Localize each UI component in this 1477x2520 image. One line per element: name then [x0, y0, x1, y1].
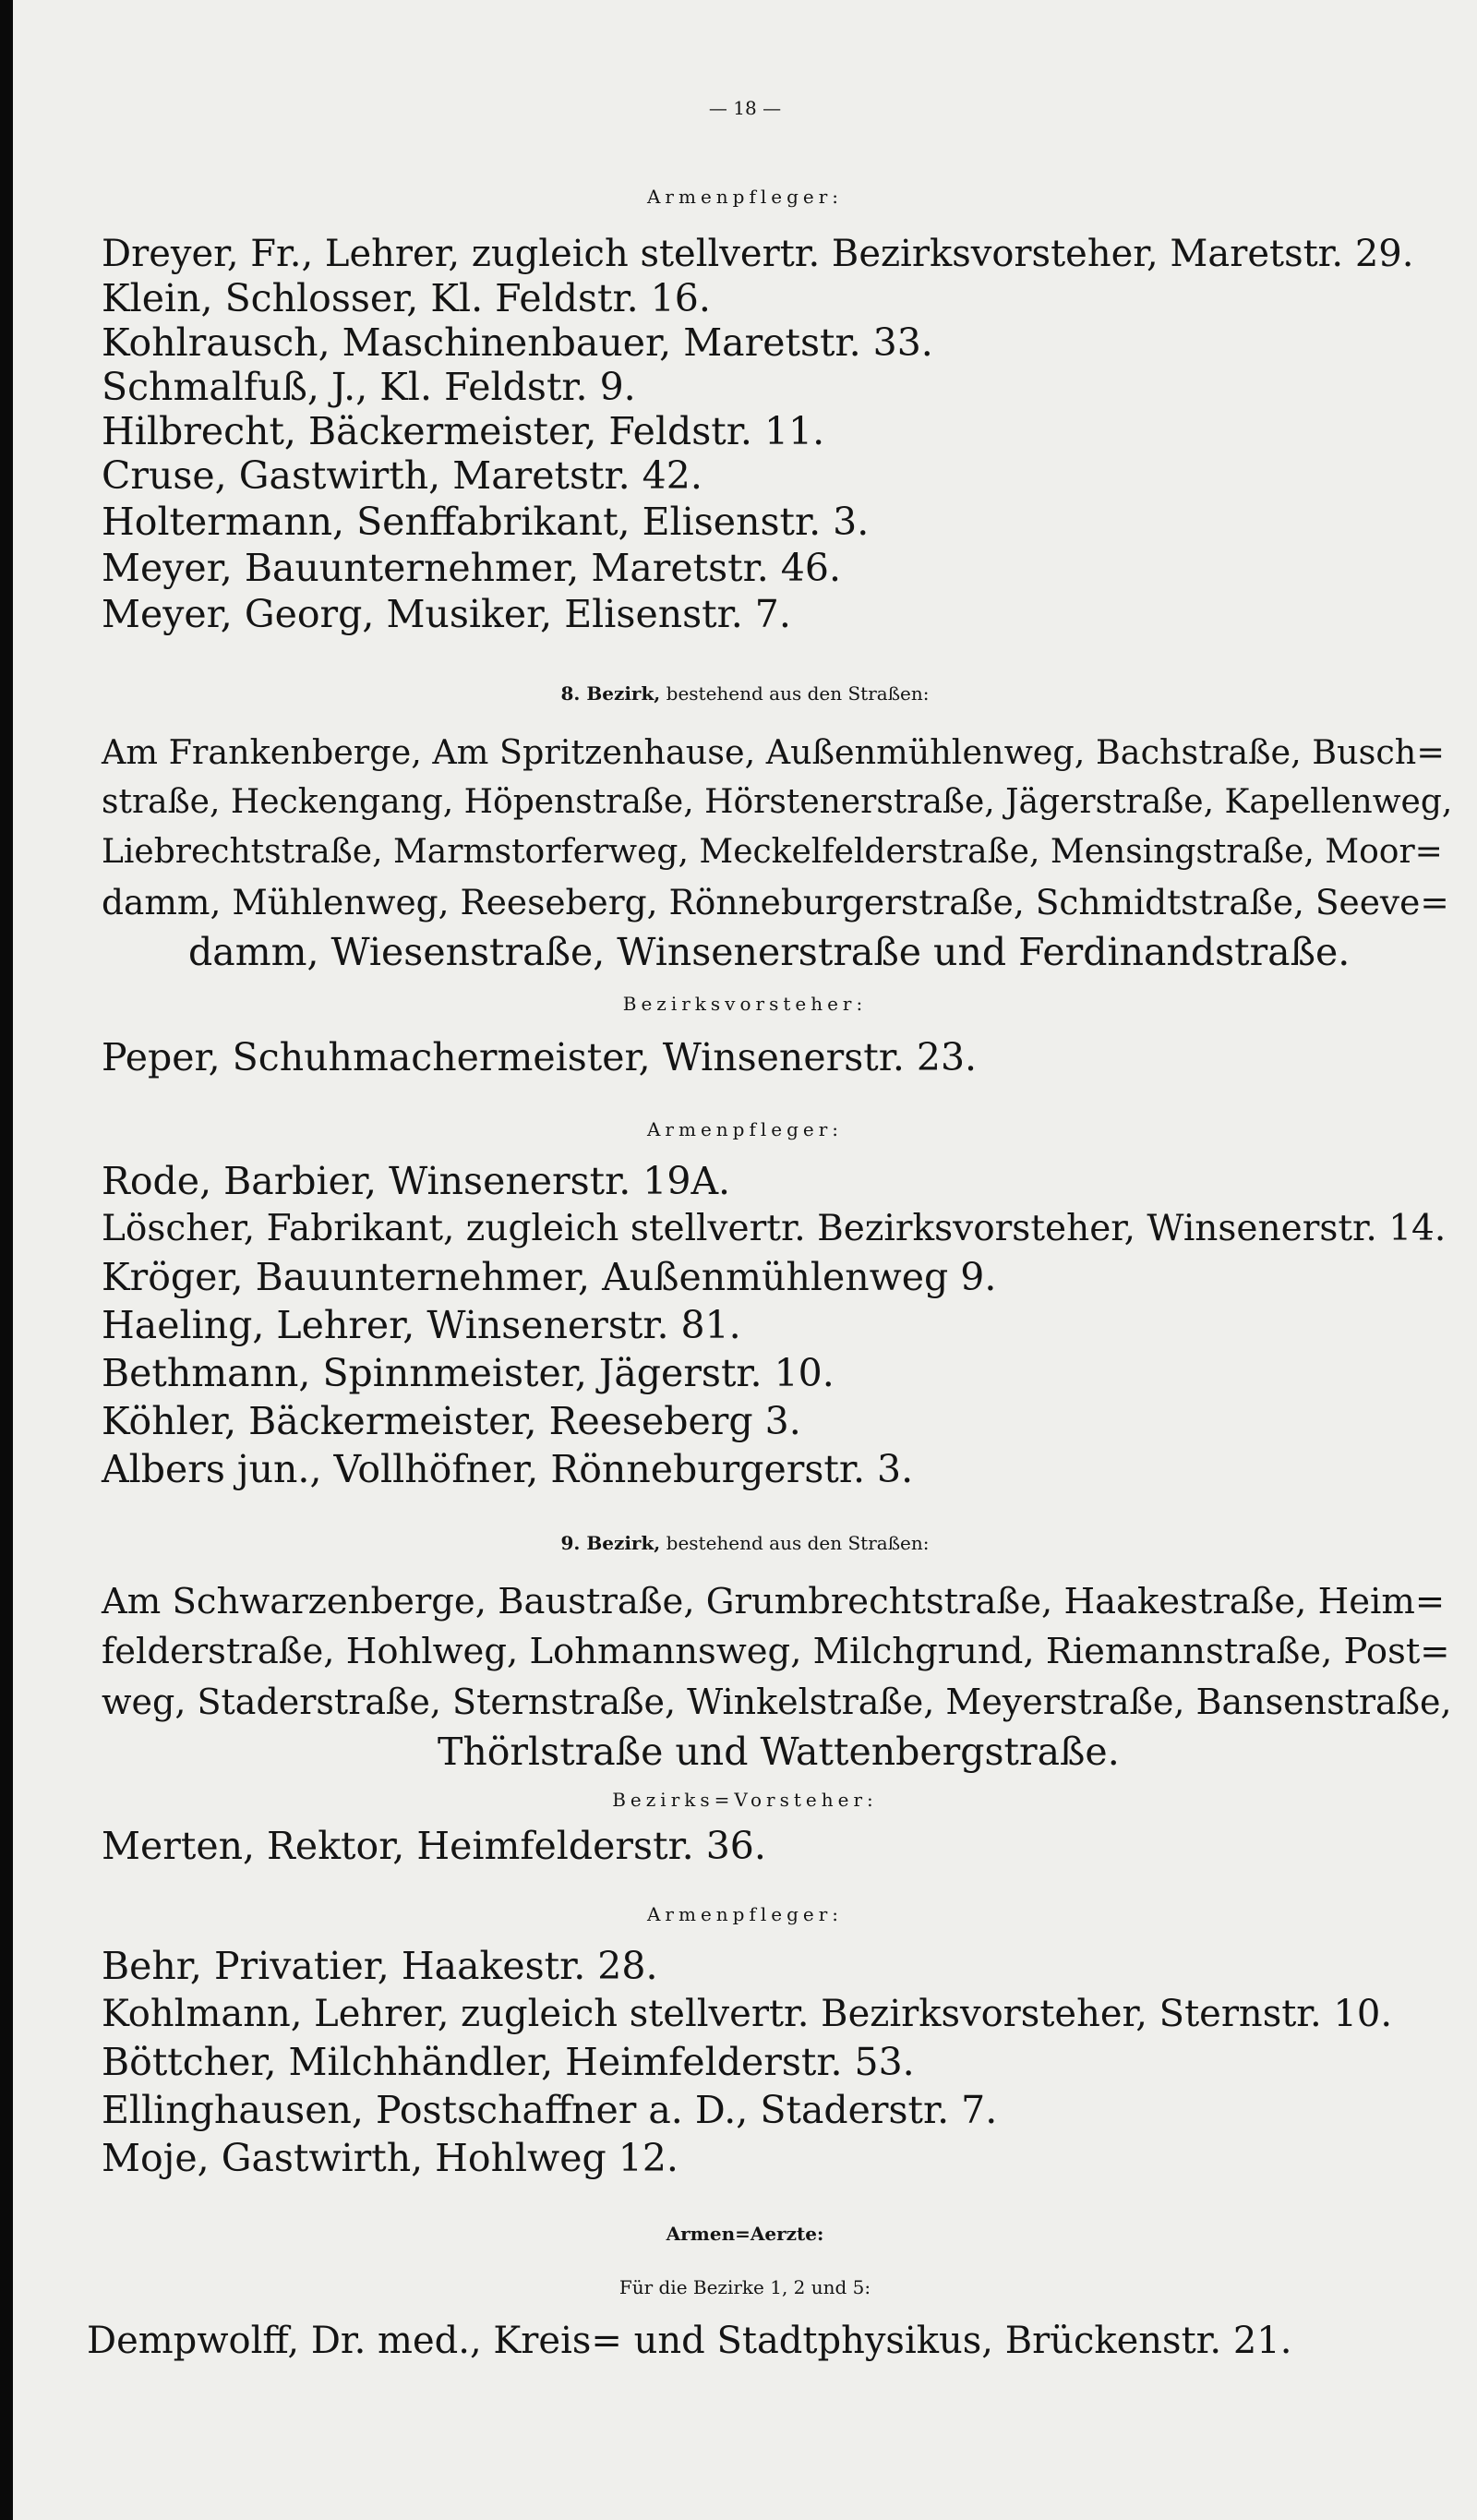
armenpfleger-entry: Löscher, Fabrikant, zugleich stellvertr. Bezirksvorsteher, Winsenerstr. 14. — [102, 1208, 1447, 1249]
armenpfleger-entry: Böttcher, Milchhändler, Heimfelderstr. 53. — [102, 2040, 915, 2084]
armen-aerzte-subheading: Für die Bezirke 1, 2 und 5: — [618, 2276, 871, 2298]
armenpfleger-heading-d8: Armenpfleger: — [646, 1118, 844, 1140]
armenpfleger-entry: Dreyer, Fr., Lehrer, zugleich stellvertr. Bezirksvorsteher, Maretstr. 29. — [102, 233, 1414, 275]
armenpfleger-heading-d7: Armenpfleger: — [646, 186, 844, 208]
armenpfleger-entry: Cruse, Gastwirth, Maretstr. 42. — [102, 453, 702, 498]
street-list-line: Am Schwarzenberge, Baustraße, Grumbrechtstraße, Haakestraße, Heim= — [102, 1581, 1446, 1622]
armenpfleger-entry: Schmalfuß, J., Kl. Feldstr. 9. — [102, 365, 636, 409]
street-list-line: Liebrechtstraße, Marmstorferweg, Meckelfelderstraße, Mensingstraße, Moor= — [102, 833, 1443, 871]
vorsteher-heading-d9: Bezirks=Vorsteher: — [612, 1789, 878, 1811]
armenpfleger-entry: Hilbrecht, Bäckermeister, Feldstr. 11. — [102, 409, 825, 453]
armenpfleger-heading-d9: Armenpfleger: — [646, 1903, 844, 1925]
armenpfleger-entry: Kohlrausch, Maschinenbauer, Maretstr. 33. — [102, 320, 933, 365]
bezirk-8-text: bestehend aus den Straßen: — [660, 682, 930, 705]
armenpfleger-entry: Rode, Barbier, Winsenerstr. 19A. — [102, 1159, 731, 1203]
armenpfleger-entry: Meyer, Georg, Musiker, Elisenstr. 7. — [102, 592, 791, 636]
bezirk-8-label: 8. Bezirk, — [560, 682, 661, 705]
arzt-entry: Dempwolff, Dr. med., Kreis= und Stadtphysikus, Brückenstr. 21. — [87, 2320, 1292, 2362]
armenpfleger-entry: Meyer, Bauunternehmer, Maretstr. 46. — [102, 546, 841, 590]
bezirk-9-heading — [13, 1520, 1477, 1566]
street-list-line: straße, Heckengang, Höpenstraße, Hörstenerstraße, Jägerstraße, Kapellenweg, — [102, 783, 1453, 821]
street-list-line: damm, Mühlenweg, Reeseberg, Rönneburgerstraße, Schmidtstraße, Seeve= — [102, 882, 1449, 922]
street-list-line: felderstraße, Hohlweg, Lohmannsweg, Milchgrund, Riemannstraße, Post= — [102, 1631, 1450, 1672]
armenpfleger-entry: Köhler, Bäckermeister, Reeseberg 3. — [102, 1399, 801, 1443]
armenpfleger-entry: Albers jun., Vollhöfner, Rönneburgerstr. 3. — [102, 1447, 914, 1491]
armenpfleger-entry: Kröger, Bauunternehmer, Außenmühlenweg 9. — [102, 1255, 997, 1299]
bezirk-8-heading — [13, 670, 1477, 717]
bezirk-9-text: bestehend aus den Straßen: — [660, 1532, 930, 1554]
street-list-line: Thörlstraße und Wattenbergstraße. — [438, 1730, 1120, 1774]
armenpfleger-entry: Haeling, Lehrer, Winsenerstr. 81. — [102, 1303, 741, 1347]
vorsteher-heading-d8: Bezirksvorsteher: — [622, 993, 868, 1015]
armen-aerzte-heading: Armen=Aerzte: — [666, 2223, 824, 2245]
bezirk-9-label: 9. Bezirk, — [560, 1532, 661, 1554]
page-number: — 18 — — [708, 97, 782, 119]
armenpfleger-entry: Klein, Schlosser, Kl. Feldstr. 16. — [102, 276, 711, 320]
armenpfleger-entry: Moje, Gastwirth, Hohlweg 12. — [102, 2136, 678, 2180]
armenpfleger-entry: Bethmann, Spinnmeister, Jägerstr. 10. — [102, 1351, 835, 1395]
vorsteher-entry: Merten, Rektor, Heimfelderstr. 36. — [102, 1824, 766, 1868]
armenpfleger-entry: Holtermann, Senffabrikant, Elisenstr. 3. — [102, 500, 870, 544]
armenpfleger-entry: Behr, Privatier, Haakestr. 28. — [102, 1944, 658, 1988]
document-page — [13, 0, 1477, 2520]
street-list-line: weg, Staderstraße, Sternstraße, Winkelstraße, Meyerstraße, Bansenstraße, — [102, 1682, 1452, 1722]
armenpfleger-entry: Ellinghausen, Postschaffner a. D., Staderstr. 7. — [102, 2088, 998, 2132]
vorsteher-entry: Peper, Schuhmachermeister, Winsenerstr. 23. — [102, 1035, 978, 1079]
armenpfleger-entry: Kohlmann, Lehrer, zugleich stellvertr. Bezirksvorsteher, Sternstr. 10. — [102, 1993, 1393, 2035]
street-list-line: Am Frankenberge, Am Spritzenhause, Außenmühlenweg, Bachstraße, Busch= — [102, 732, 1445, 772]
street-list-line: damm, Wiesenstraße, Winsenerstraße und Ferdinandstraße. — [188, 930, 1351, 974]
